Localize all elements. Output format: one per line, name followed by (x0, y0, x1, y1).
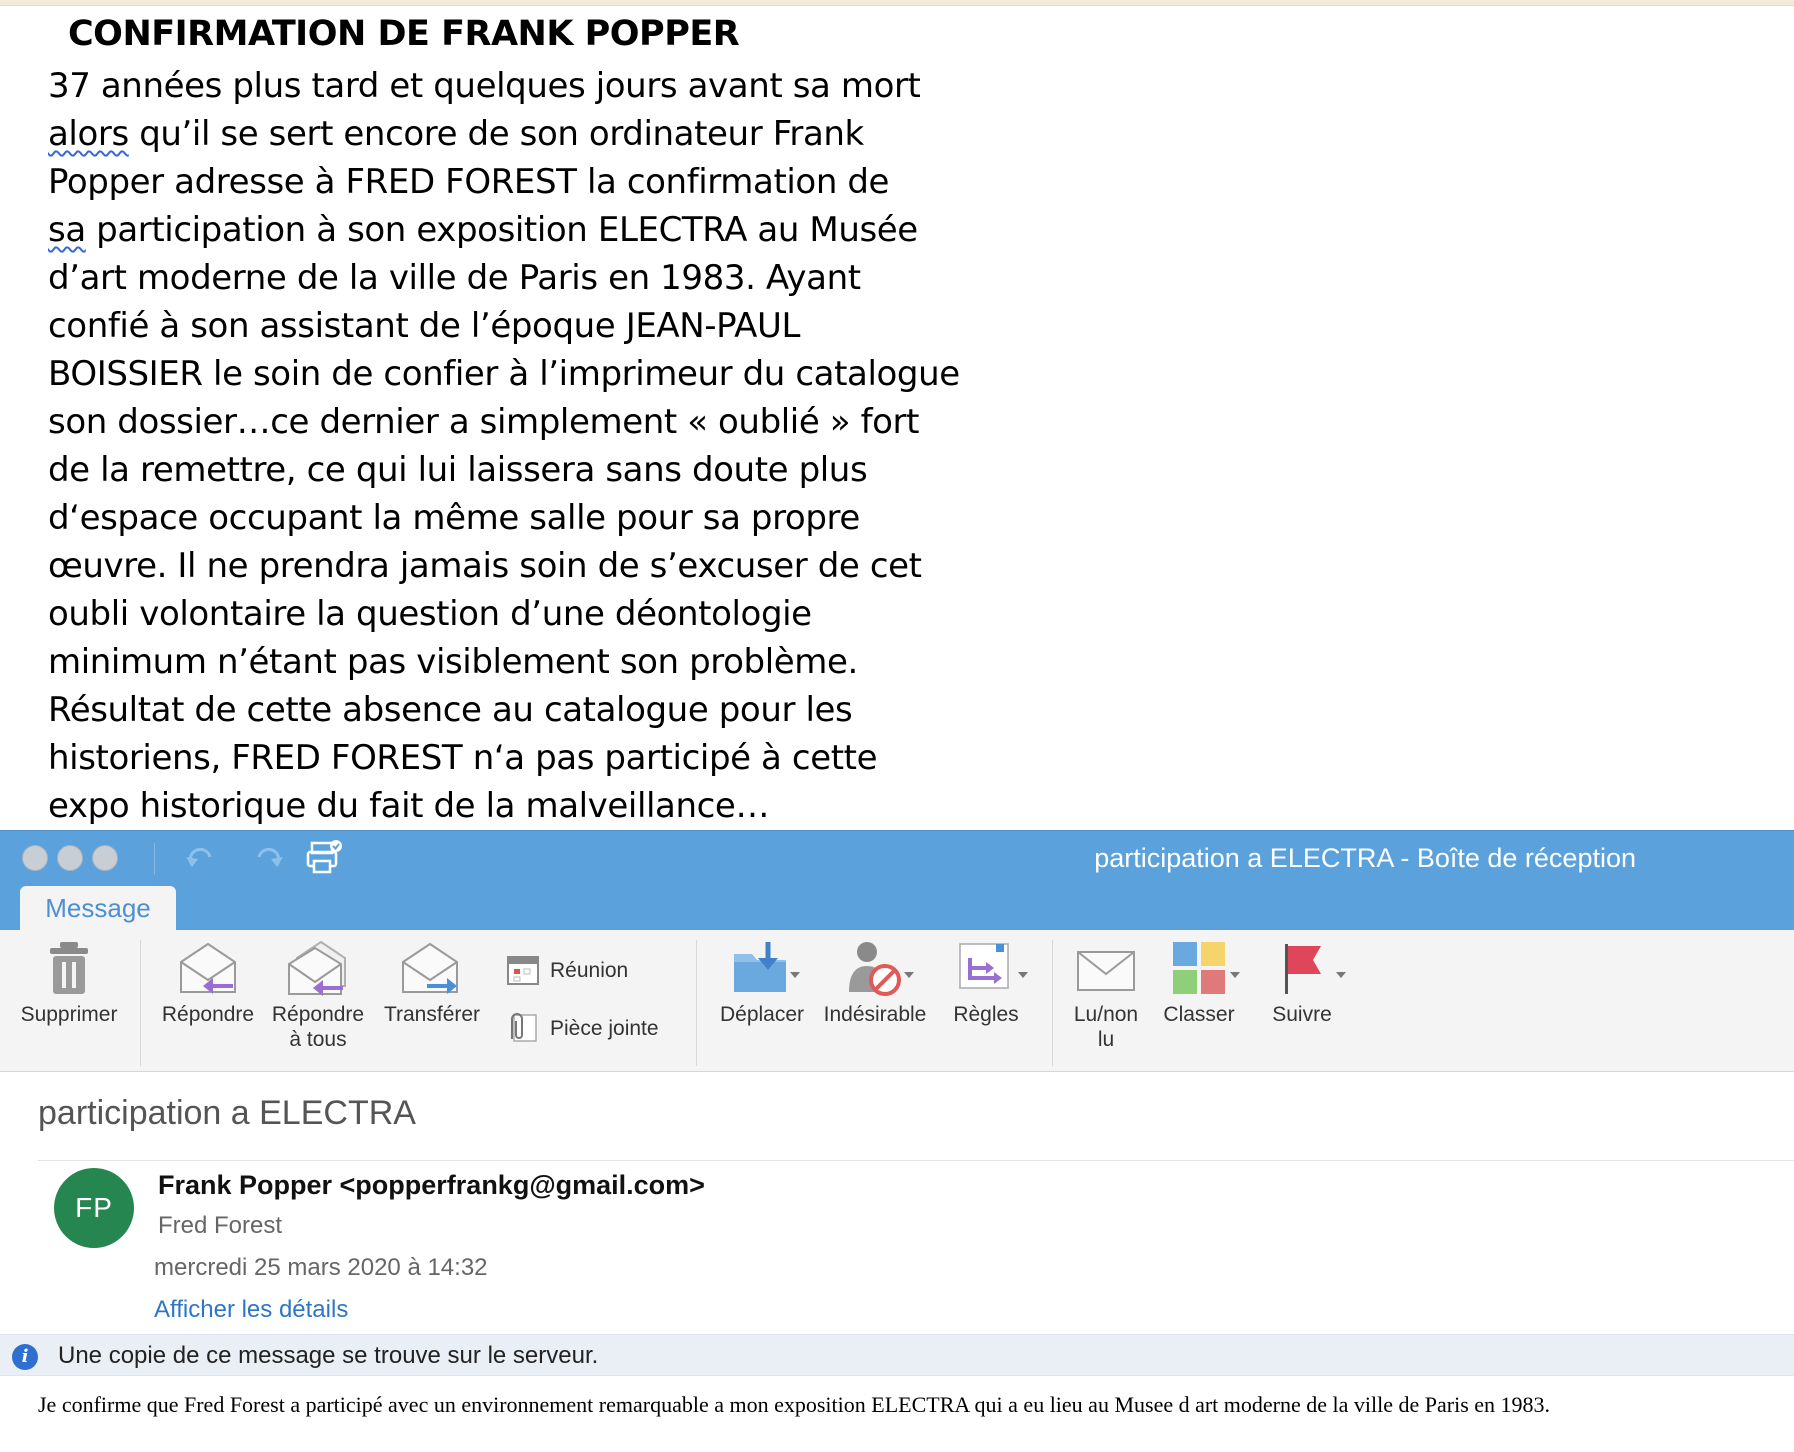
move-dropdown-caret[interactable] (790, 972, 800, 978)
reply-all-label-1: Répondre (271, 1003, 365, 1026)
document-line-text: expo historique du fait de la malveillance… (48, 786, 770, 826)
delete-button[interactable] (14, 938, 124, 1027)
forward-label: Transférer (383, 1003, 481, 1026)
document-line (48, 206, 1008, 254)
ribbon-separator (696, 940, 697, 1066)
junk-icon (843, 938, 907, 998)
read-unread-button[interactable] (1066, 938, 1146, 1052)
follow-up-button[interactable] (1262, 938, 1342, 1027)
envelope-icon (1074, 938, 1138, 998)
forward-icon (397, 938, 467, 998)
reply-all-label-2: à tous (289, 1028, 347, 1051)
zoom-window-button[interactable] (92, 845, 118, 871)
titlebar-separator (154, 843, 155, 875)
document-title: CONFIRMATION DE FRANK POPPER (68, 14, 740, 54)
document-line-text: son dossier…ce dernier a simplement « oublié » fort (48, 402, 920, 442)
meeting-label: Réunion (550, 958, 629, 982)
message-date: mercredi 25 mars 2020 à 14:32 (154, 1254, 488, 1281)
calendar-icon (506, 953, 540, 987)
document-line (48, 110, 1008, 158)
info-text: Une copie de ce message se trouve sur le serveur. (58, 1342, 599, 1369)
print-icon[interactable] (304, 837, 348, 877)
document-line-text: oubli volontaire la question d’une déontologie (48, 594, 812, 634)
document-line-text: minimum n’étant pas visiblement son problème. (48, 642, 858, 682)
document-line-text: Résultat de cette absence au catalogue pour les (48, 690, 853, 730)
ribbon-separator (1052, 940, 1053, 1066)
rules-dropdown-caret[interactable] (1018, 972, 1028, 978)
paperclip-icon (506, 1011, 540, 1045)
document-line (48, 158, 1008, 206)
show-details-link[interactable]: Afficher les détails (154, 1296, 349, 1323)
spellcheck-word: sa (48, 210, 86, 250)
message-subject: participation a ELECTRA (38, 1094, 416, 1132)
categorize-dropdown-caret[interactable] (1230, 972, 1240, 978)
move-button[interactable] (712, 938, 812, 1027)
document-line (48, 782, 1008, 830)
document-line-text: BOISSIER le soin de confier à l’imprimeur du catalogue (48, 354, 960, 394)
junk-button[interactable] (818, 938, 932, 1027)
reply-button[interactable] (158, 938, 258, 1027)
document-line (48, 350, 1008, 398)
document-line (48, 590, 1008, 638)
rules-button[interactable] (940, 938, 1032, 1027)
redo-icon[interactable] (245, 837, 289, 877)
reply-icon (173, 938, 243, 998)
undo-icon[interactable] (180, 837, 224, 877)
mail-window (0, 830, 1794, 1452)
document-line-text: œuvre. Il ne prendra jamais soin de s’excuser de cet (48, 546, 922, 586)
categories-icon (1169, 938, 1229, 998)
minimize-window-button[interactable] (57, 845, 83, 871)
document-line (48, 686, 1008, 734)
meeting-button[interactable] (506, 950, 628, 990)
recipient[interactable]: Fred Forest (158, 1212, 283, 1239)
document-line (48, 638, 1008, 686)
categorize-label: Classer (1163, 1003, 1235, 1026)
document-top-border (0, 0, 1794, 6)
categorize-button[interactable] (1154, 938, 1244, 1027)
delete-label: Supprimer (20, 1003, 118, 1026)
document-line (48, 62, 1008, 110)
document-line (48, 254, 1008, 302)
reply-all-icon (283, 938, 353, 998)
reply-label: Répondre (161, 1003, 255, 1026)
flag-icon (1277, 938, 1327, 998)
junk-label: Indésirable (823, 1003, 927, 1026)
rules-label: Règles (953, 1003, 1019, 1026)
document-line-text: d’art moderne de la ville de Paris en 1983. Ayant (48, 258, 861, 298)
forward-button[interactable] (378, 938, 486, 1027)
junk-dropdown-caret[interactable] (904, 972, 914, 978)
document-line (48, 542, 1008, 590)
info-bar (0, 1334, 1794, 1376)
close-window-button[interactable] (22, 845, 48, 871)
document-line-text: confié à son assistant de l’époque JEAN-PAUL (48, 306, 800, 346)
document-line (48, 446, 1008, 494)
window-titlebar (0, 830, 1794, 930)
ribbon-separator (140, 940, 141, 1066)
document-line-text: qu’il se sert encore de son ordinateur Frank (128, 114, 864, 154)
attachment-label: Pièce jointe (550, 1016, 659, 1040)
document-line (48, 398, 1008, 446)
document-line-text: Popper adresse à FRED FOREST la confirmation de (48, 162, 890, 202)
message-body: Je confirme que Fred Forest a participé avec un environnement remarquable a mon exposition ELECTRA qui a eu lieu au Musee d art moderne de la ville de Paris en 1983. (38, 1392, 1551, 1417)
document-line-text: 37 années plus tard et quelques jours avant sa mort (48, 66, 921, 106)
follow-up-label: Suivre (1272, 1003, 1332, 1026)
document-line-text: d‘espace occupant la même salle pour sa propre (48, 498, 860, 538)
read-unread-label-1: Lu/non (1073, 1003, 1139, 1026)
sender[interactable]: Frank Popper <popperfrankg@gmail.com> (158, 1170, 705, 1200)
attachment-button[interactable] (506, 1008, 659, 1048)
trash-icon (44, 938, 94, 998)
document-line-text: participation à son exposition ELECTRA au Musée (85, 210, 918, 250)
document-body (48, 62, 1008, 830)
document-line-text: de la remettre, ce qui lui laissera sans doute plus (48, 450, 868, 490)
tab-message[interactable]: Message (20, 886, 176, 931)
document-line (48, 302, 1008, 350)
ribbon-toolbar (0, 930, 1794, 1072)
window-title: participation a ELECTRA - Boîte de réception (1094, 843, 1636, 873)
reply-all-button[interactable] (268, 938, 368, 1052)
follow-up-dropdown-caret[interactable] (1336, 972, 1346, 978)
rules-icon (956, 938, 1016, 998)
read-unread-label-2: lu (1097, 1028, 1115, 1051)
avatar: FP (54, 1168, 134, 1248)
document-line (48, 494, 1008, 542)
move-folder-icon (730, 938, 794, 998)
header-divider (38, 1160, 1794, 1161)
document-line (48, 734, 1008, 782)
move-label: Déplacer (719, 1003, 805, 1026)
info-icon: i (12, 1344, 38, 1370)
document-line-text: historiens, FRED FOREST n‘a pas participé à cette (48, 738, 878, 778)
spellcheck-word: alors (48, 114, 129, 154)
